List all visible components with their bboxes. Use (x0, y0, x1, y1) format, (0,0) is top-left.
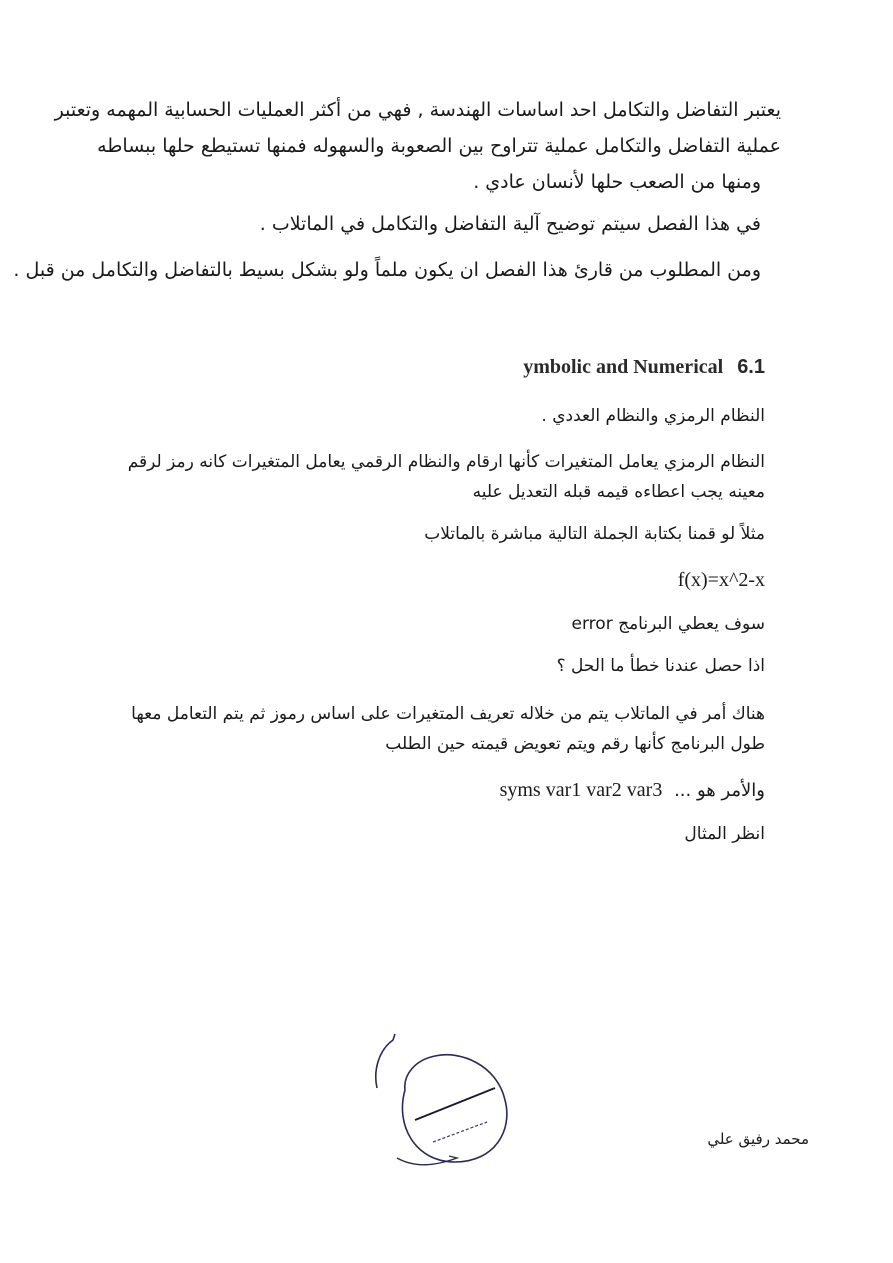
error-line: سوف يعطي البرنامج error (571, 614, 765, 634)
command: syms var1 var2 var3 (499, 779, 663, 801)
section-title: ymbolic and Numerical (523, 356, 724, 378)
signature-hook (376, 1034, 395, 1088)
definition-line-1: النظام الرمزي يعامل المتغيرات كأنها ارقام والنظام الرقمي يعامل المتغيرات كانه رمز لرقم (127, 452, 765, 472)
formula: f(x)=x^2-x (677, 569, 765, 591)
section-subtitle: النظام الرمزي والنظام العددي . (541, 406, 765, 426)
see-example: انظر المثال (684, 824, 765, 844)
intro-line-1: يعتبر التفاضل والتكامل احد اساسات الهندسة , فهي من أكثر العمليات الحسابية المهمه وتعتبر (54, 99, 781, 121)
signature-underline (397, 1156, 457, 1165)
question: اذا حصل عندنا خطأ ما الحل ؟ (556, 656, 765, 676)
command-label: والأمر هو ... (674, 780, 765, 801)
intro-line-2: عملية التفاضل والتكامل عملية تتراوح بين الصعوبة والسهوله فمنها تستيطع حلها ببساطه (97, 135, 781, 157)
signature-stroke-1 (415, 1088, 495, 1120)
section-heading (523, 356, 765, 379)
example-intro: مثلاً لو قمنا بكتابة الجملة التالية مباشرة بالماتلاب (424, 524, 765, 544)
signature-drawing (365, 1030, 525, 1180)
signature-stroke-2 (433, 1122, 487, 1142)
intro-paragraph-3: ومن المطلوب من قارئ هذا الفصل ان يكون ملماً ولو بشكل بسيط بالتفاضل والتكامل من قبل . (13, 259, 761, 281)
intro-line-3: ومنها من الصعب حلها لأنسان عادي . (473, 171, 761, 193)
answer-line-2: طول البرنامج كأنها رقم ويتم تعويض قيمته حين الطلب (385, 734, 765, 754)
intro-paragraph-2: في هذا الفصل سيتم توضيح آلية التفاضل والتكامل في الماتلاب . (259, 213, 761, 235)
command-line (500, 778, 765, 803)
definition-line-2: معينه يجب اعطاءه قيمه قبله التعديل عليه (472, 482, 765, 502)
answer-line-1: هناك أمر في الماتلاب يتم من خلاله تعريف المتغيرات على اساس رموز ثم يتم التعامل معها (131, 704, 765, 724)
author-name: محمد رفيق علي (707, 1130, 809, 1148)
signature-loop (402, 1055, 506, 1162)
section-number: 6.1 (737, 356, 765, 378)
